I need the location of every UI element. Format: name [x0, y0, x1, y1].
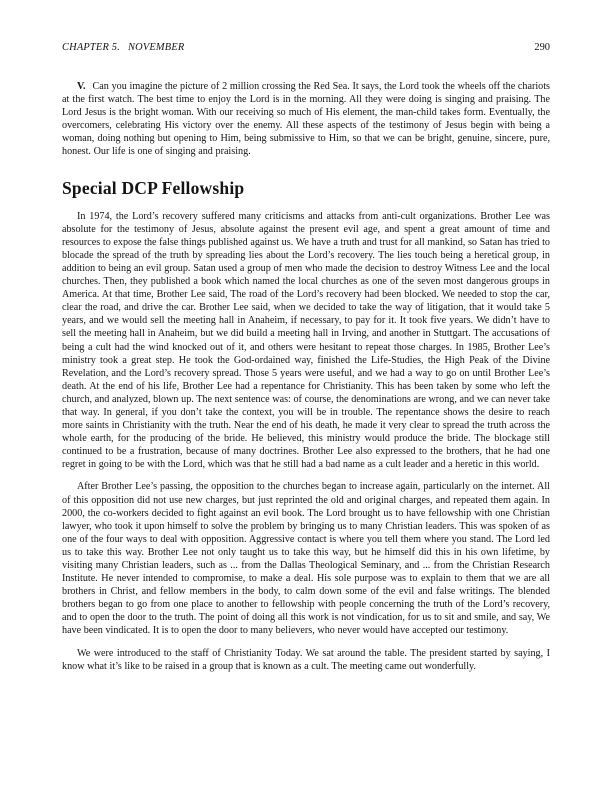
page-number: 290	[534, 42, 550, 53]
section-paragraph-1: In 1974, the Lord’s recovery suffered many criticisms and attacks from anti-cult organizations. Brother Lee was absolute for the testimony of Jesus, absolute against the present evil age, and spent a great amount of time and resources to expose the false things published against us. We have a truth and trust for all mankind, so Satan has tried to blocade the spread of the truth by spreading lies about the Lord’s recovery. The lies touch being a heretical group, in addition to being an evil group. Satan used a group of men who made the decision to destroy Witness Lee and the local churches. Then, they published a book which named the local churches as one of the seven most dangerous groups in America. At that time, Brother Lee said, The road of the Lord’s recovery had been blocked. We needed to stop the car, clear the road, and drive the car. Brother Lee said, when we decided to take the way of litigation, that it would take 5 years, and we would sell the meeting hall in Anaheim, if necessary, to pay for it. It took five years. We didn’t have to sell the meeting hall in Anaheim, but we did build a meeting hall in Irving, and another in Stuttgart. The accusations of being a cult had the wind knocked out of it, and others were hesitant to repeat those charges. In 1985, Brother Lee’s ministry took a great step. He took the God-ordained way, finished the Life-Studies, the High Peak of the Divine Revelation, and the Lord’s recovery spread. Those 5 years were useful, and we had a way to go on until Brother Lee’s death. At the end of his life, Brother Lee had a repentance for Christianity. This has been taken by some who left the church, and analyzed, blown up. The next sentence was: of course, the denominations are wrong, and we can never take that way. In general, if you don’t take the context, you will be in trouble. The repentance shows the desire to reach more saints in Christianity with the truth. Near the end of his death, he made it very clear to spread the truth across the whole earth, for the producing of the bride. He believed, this ministry would produce the bride. The blockage still continued to be a frustration, because of many doctrines. Brother Lee also expressed to the brothers, that he had one regret in going to be with the Lord, which was that he still had a bad name as a cult leader and a heretic in this world.	[62, 210, 550, 471]
intro-paragraph-text: Can you imagine the picture of 2 million crossing the Red Sea. It says, the Lord took the wheels off the chariots at the first watch. The best time to enjoy the Lord is in the morning. All they were doing is singing and praising. The Lord Jesus is the bright woman. With our receiving so much of His element, the man-child takes form. Eventually, the overcomers, celebrating His victory over the enemy. All these aspects of the testimony of Jesus begin with being a woman, doing nothing but opening to Him, being submissive to Him, so that we can be bright, genuine, sincere, pure, honest. Our life is one of singing and praising.	[62, 81, 550, 158]
intro-paragraph	[62, 80, 550, 159]
chapter-title: NOVEMBER	[128, 42, 185, 53]
section-paragraph-2: After Brother Lee’s passing, the opposition to the churches began to increase again, particularly on the internet. All of this opposition did not use new charges, but just reprinted the old and original charges, and repeated them again. In 2000, the co-workers decided to fight against an evil book. The Lord brought us to have fellowship with one Christian lawyer, who took it upon himself to solve the problem by bringing us to many Christian leaders. This was spoken of as one of the four ways to deal with opposition. Aggressive contact is where you tell them where you stand. The Lord led us to take this way. Brother Lee not only taught us to take this way, but he himself did this in his own lifetime, by visiting many Christian leaders, such as ... from the Dallas Theological Seminary, and ... from the Christian Research Institute. He never intended to compromise, to make a deal. His sole purpose was to explain to them that we are all brothers in Christ, and fellow members in the body, to calm down some of the evil and false writings. The blended brothers began to go from one place to another to fellowship with people concerning the truth of the Lord’s recovery, and to open the door to the truth. The point of doing all this work is not vindication, for us to sit and smile, and say, We have been vindicated. It is to open the door to many believers, who never would have accepted our testimony.	[62, 481, 550, 637]
section-paragraph-3: We were introduced to the staff of Christianity Today. We sat around the table. The president started by saying, I know what it’s like to be raised in a group that is known as a cult. The meeting came out wonderfully.	[62, 647, 550, 672]
chapter-label: CHAPTER 5.	[62, 42, 120, 53]
chapter-header	[62, 42, 184, 54]
running-header	[62, 42, 550, 54]
item-label: V.	[77, 81, 86, 92]
section-title: Special DCP Fellowship	[62, 177, 245, 198]
